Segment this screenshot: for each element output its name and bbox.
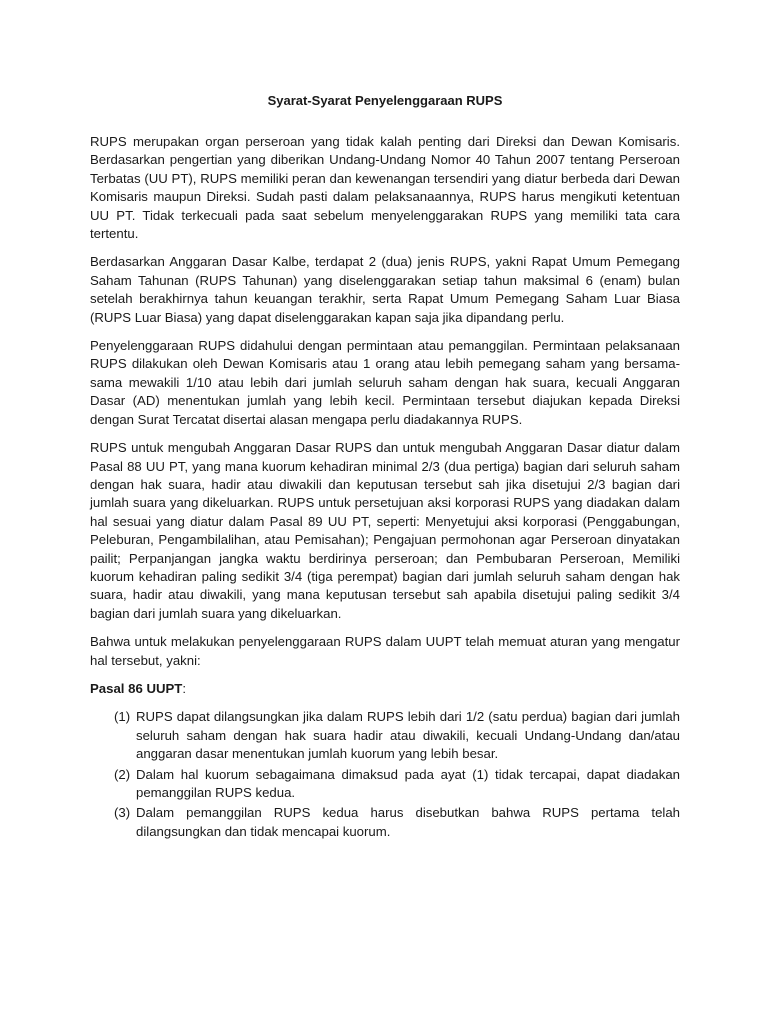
list-item [114, 708, 680, 763]
article-list [90, 708, 680, 841]
list-item-text: Dalam hal kuorum sebagaimana dimaksud pada ayat (1) tidak tercapai, dapat diadakan pemanggilan RUPS kedua. [136, 766, 680, 800]
list-item-number: (2) [114, 766, 131, 782]
list-item [114, 804, 680, 841]
paragraph-3: Penyelenggaraan RUPS didahului dengan permintaan atau pemanggilan. Permintaan pelaksanaan RUPS dilakukan oleh Dewan Komisaris atau 1 orang atau lebih pemegang saham yang bersama-sama mewakili 1/10 atau lebih dari jumlah seluruh saham dengan hak suara, kecuali Anggaran Dasar (AD) menentukan jumlah yang lebih kecil. Permintaan tersebut diajukan kepada Direksi dengan Surat Tercatat disertai alasan mengapa perlu diadakannya RUPS. [90, 338, 680, 427]
list-item-text: RUPS dapat dilangsungkan jika dalam RUPS lebih dari 1/2 (satu perdua) bagian dari jumlah seluruh saham dengan hak suara hadir atau diwakili, kecuali Undang-Undang dan/atau anggaran dasar menentukan jumlah kuorum yang lebih besar. [136, 709, 680, 762]
list-item [114, 766, 680, 803]
list-item-number: (1) [114, 709, 131, 725]
section-heading-label: Pasal 86 UUPT [90, 680, 183, 696]
paragraph-1: RUPS merupakan organ perseroan yang tidak kalah penting dari Direksi dan Dewan Komisaris. Berdasarkan pengertian yang diberikan Undang-Undang Nomor 40 Tahun 2007 tentang Perseroan Terbatas (UU PT), RUPS memiliki peran dan kewenangan tersendiri yang diatur berbeda dari Dewan Komisaris maupun Direksi. Sudah pasti dalam pelaksanaannya, RUPS harus mengikuti ketentuan UU PT. Tidak terkecuali pada saat sebelum menyelenggarakan RUPS yang memiliki tata cara tertentu. [90, 134, 680, 242]
section-heading-colon: : [182, 680, 187, 696]
paragraph-2: Berdasarkan Anggaran Dasar Kalbe, terdapat 2 (dua) jenis RUPS, yakni Rapat Umum Pemegang Saham Tahunan (RUPS Tahunan) yang diselenggarakan setiap tahun maksimal 6 (enam) bulan setelah berakhirnya tahun keuangan terakhir, serta Rapat Umum Pemegang Saham Luar Biasa (RUPS Luar Biasa) yang dapat diselenggarakan kapan saja jika dipandang perlu. [90, 254, 680, 325]
section-heading [90, 680, 680, 698]
paragraph-4: RUPS untuk mengubah Anggaran Dasar RUPS dan untuk mengubah Anggaran Dasar diatur dalam Pasal 88 UU PT, yang mana kuorum kehadiran minimal 2/3 (dua pertiga) bagian dari seluruh saham dengan hak suara, hadir atau diwakili dan keputusan tersebut sah jika disetujui 2/3 bagian dari jumlah suara yang dikeluarkan. RUPS untuk persetujuan aksi korporasi RUPS yang diadakan dalam hal sesuai yang diatur dalam Pasal 89 UU PT, seperti: Menyetujui aksi korporasi (Penggabungan, Peleburan, Pengambilalihan, atau Pemisahan); Pengajuan permohonan agar Perseroan dinyatakan pailit; Perpanjangan jangka waktu berdirinya perseroan; dan Pembubaran Perseroan, Memiliki kuorum kehadiran paling sedikit 3/4 (tiga perempat) bagian dari jumlah seluruh saham dengan hak suara, hadir atau diwakili, yang mana keputusan tersebut sah apabila disetujui paling sedikit 3/4 bagian dari jumlah suara yang dikeluarkan. [90, 440, 680, 621]
list-item-number: (3) [114, 805, 131, 821]
document-title: Syarat-Syarat Penyelenggaraan RUPS [267, 93, 503, 108]
list-item-text: Dalam pemanggilan RUPS kedua harus disebutkan bahwa RUPS pertama telah dilangsungkan dan tidak mencapai kuorum. [136, 805, 680, 839]
paragraph-5: Bahwa untuk melakukan penyelenggaraan RUPS dalam UUPT telah memuat aturan yang mengatur hal tersebut, yakni: [90, 634, 680, 668]
